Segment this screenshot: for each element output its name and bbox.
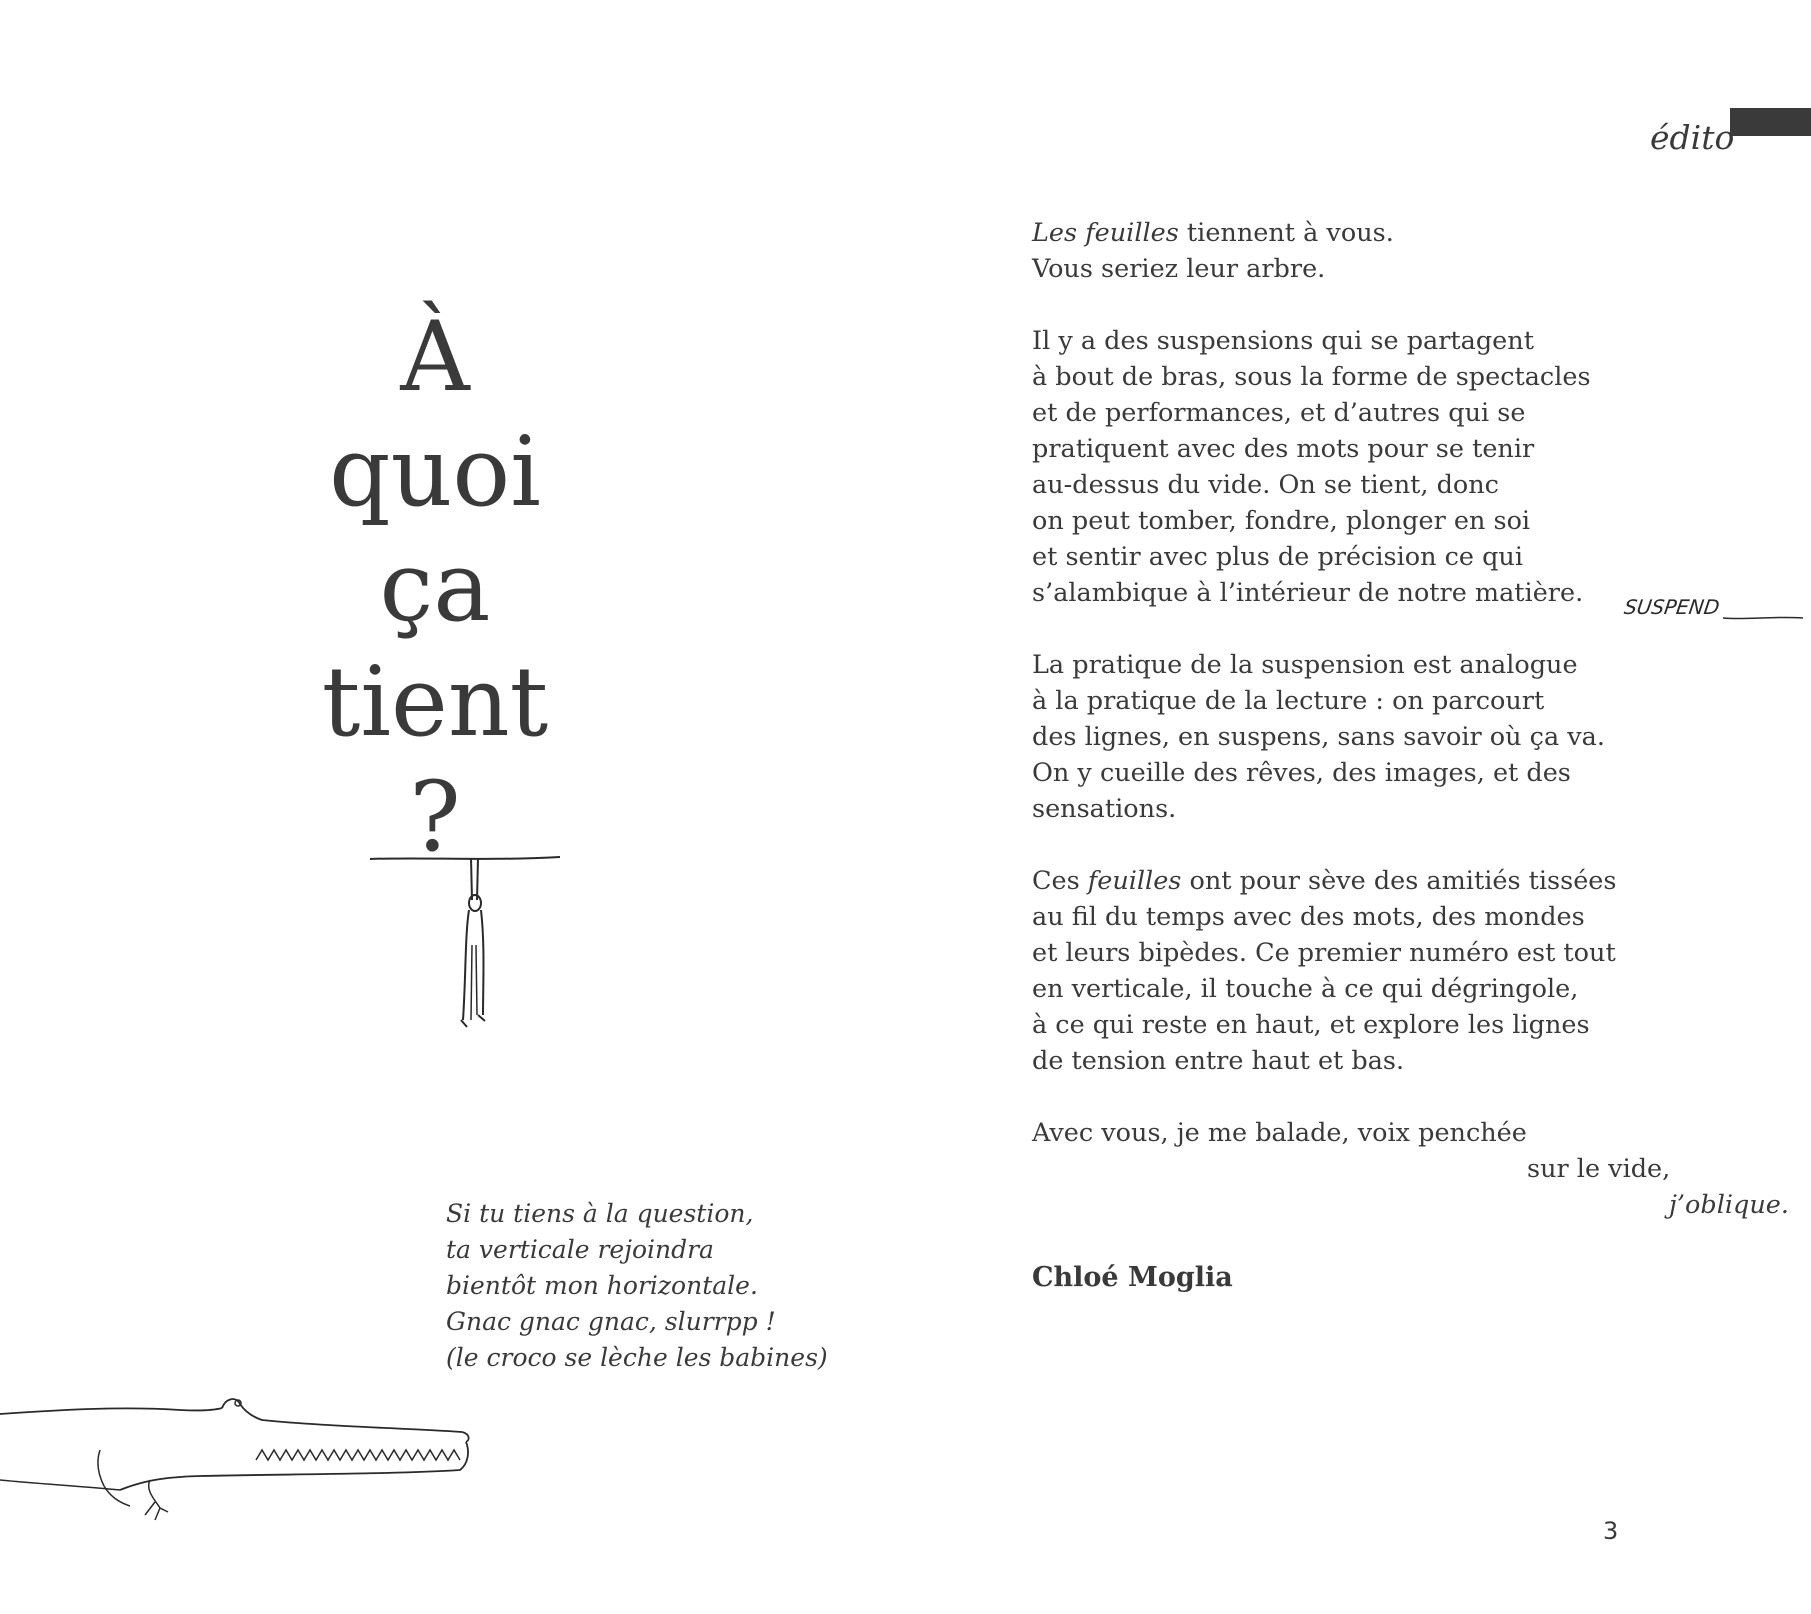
title-line: ? — [409, 761, 461, 873]
paragraph — [1032, 863, 1732, 1079]
text-line: sur le vide, — [1527, 1154, 1671, 1184]
section-label: édito — [1650, 118, 1735, 157]
text-line: des lignes, en suspens, sans savoir où ça va. — [1032, 722, 1605, 752]
text-line: pratiquent avec des mots pour se tenir — [1032, 434, 1535, 464]
handwritten-suspend-note — [1622, 588, 1805, 628]
text-line: et de performances, et d’autres qui se — [1032, 398, 1526, 428]
section-tab-bar — [1730, 108, 1811, 136]
crocodile-drawing — [0, 1390, 480, 1550]
paragraph — [1032, 323, 1732, 611]
quote-line: ta verticale rejoindra — [446, 1235, 714, 1264]
title-line: tient — [321, 646, 549, 758]
quote-line: (le croco se lèche les babines) — [446, 1343, 828, 1372]
text-line: Avec vous, je me balade, voix penchée — [1032, 1118, 1527, 1148]
quote-line: Si tu tiens à la question, — [446, 1199, 754, 1228]
page-title — [250, 300, 620, 875]
italic-text: Les feuilles — [1032, 218, 1179, 248]
text-line: à la pratique de la lecture : on parcourt — [1032, 686, 1545, 716]
quote-line: bientôt mon horizontale. — [446, 1271, 758, 1300]
title-line: À — [400, 301, 470, 413]
text-line: s’alambique à l’intérieur de notre matière. — [1032, 578, 1584, 608]
text-line — [1032, 215, 1732, 251]
handwritten-text: SUSPEND — [1622, 595, 1722, 619]
text-line: et sentir avec plus de précision ce qui — [1032, 542, 1523, 572]
text-line: en verticale, il touche à ce qui dégringole, — [1032, 974, 1579, 1004]
paragraph — [1032, 1115, 1789, 1223]
paragraph — [1032, 215, 1732, 287]
text-line: à ce qui reste en haut, et explore les lignes — [1032, 1010, 1590, 1040]
text-line: au fil du temps avec des mots, des mondes — [1032, 902, 1585, 932]
text-fragment: Ces — [1032, 866, 1088, 896]
text-fragment: tiennent à vous. — [1178, 218, 1394, 248]
text-line — [1032, 863, 1732, 899]
text-line: et leurs bipèdes. Ce premier numéro est tout — [1032, 938, 1616, 968]
text-line: on peut tomber, fondre, plonger en soi — [1032, 506, 1531, 536]
title-line: ça — [379, 531, 491, 643]
page-number: 3 — [1603, 1517, 1619, 1545]
crocodile-quote — [446, 1196, 828, 1376]
paragraph — [1032, 647, 1732, 827]
text-fragment: ont pour sève des amitiés tissées — [1181, 866, 1617, 896]
text-line: sensations. — [1032, 794, 1177, 824]
italic-text: feuilles — [1087, 866, 1182, 896]
editorial-body — [1032, 215, 1789, 1259]
hanging-figure-drawing — [365, 845, 565, 1045]
text-line: On y cueille des rêves, des images, et des — [1032, 758, 1571, 788]
text-line: Il y a des suspensions qui se partagent — [1032, 326, 1534, 356]
text-line: de tension entre haut et bas. — [1032, 1046, 1405, 1076]
title-line: quoi — [329, 416, 541, 528]
text-line: à bout de bras, sous la forme de spectacles — [1032, 362, 1591, 392]
text-line: j’oblique. — [1669, 1190, 1789, 1220]
text-line: Vous seriez leur arbre. — [1032, 254, 1326, 284]
author-signature: Chloé Moglia — [1032, 1262, 1233, 1293]
text-line: La pratique de la suspension est analogue — [1032, 650, 1578, 680]
quote-line: Gnac gnac gnac, slurrpp ! — [446, 1307, 776, 1336]
text-line: au-dessus du vide. On se tient, donc — [1032, 470, 1499, 500]
